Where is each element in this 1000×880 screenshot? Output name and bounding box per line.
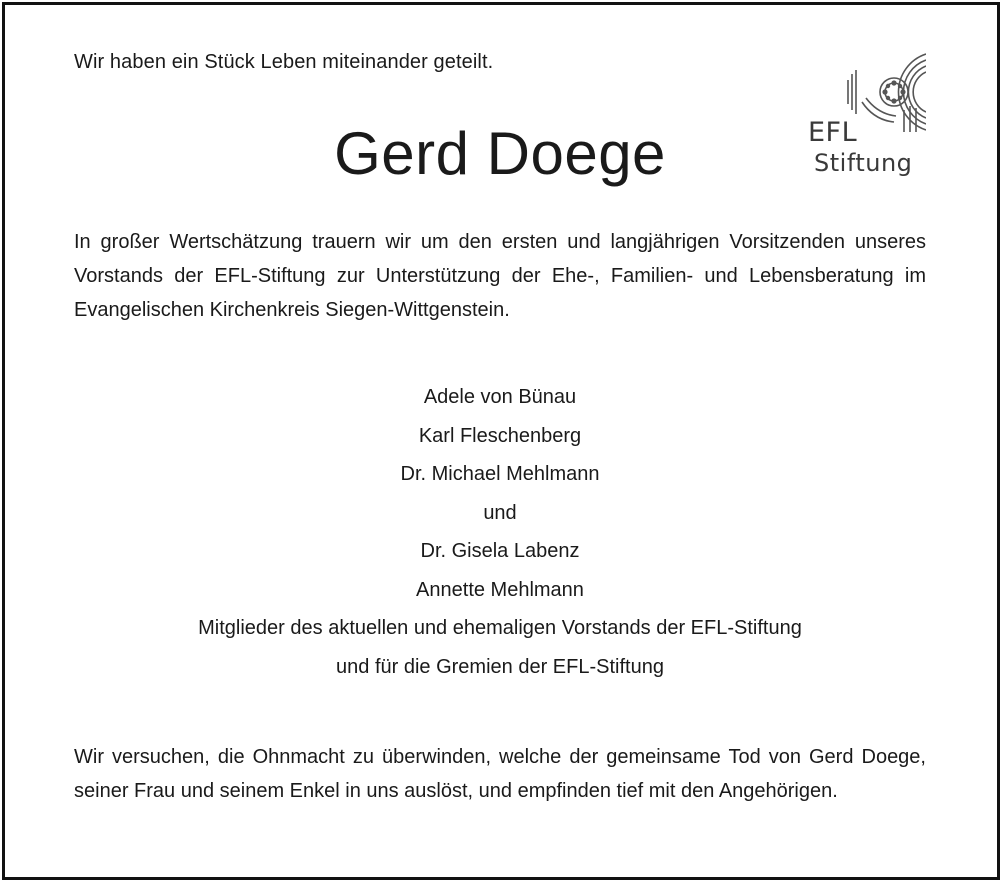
signer-line: und (483, 501, 517, 524)
logo-efl-text: EFL (808, 117, 858, 148)
closing-paragraph: Wir versuchen, die Ohnmacht zu überwinden, welche der gemeinsame Tod von Gerd Doege, seiner Frau und seinem Enkel in uns auslöst, und empfinden tief mit den Angehörigen. (74, 746, 926, 802)
signer-line: Annette Mehlmann (416, 578, 584, 601)
signer-line: Karl Fleschenberg (418, 424, 582, 447)
signer-line: Mitglieder des aktuellen und ehemaligen Vorstands der EFL-Stiftung (198, 617, 802, 639)
efl-stiftung-logo (808, 50, 932, 182)
intro-paragraph: In großer Wertschätzung trauern wir um den ersten und langjährigen Vorsitzenden unseres Vorstands der EFL-Stiftung zur Unterstützung der Ehe-, Familien- und Lebensberatung im Evangelischen Kirchenkreis Siegen-Wittgenstein. (74, 231, 926, 321)
logo-stiftung-text: Stiftung (814, 149, 913, 177)
signer-line: und für die Gremien der EFL-Stiftung (336, 655, 664, 678)
signer-list (0, 378, 1000, 686)
signer-line: Adele von Bünau (423, 386, 577, 408)
signer-line: Dr. Gisela Labenz (420, 540, 580, 562)
deceased-name: Gerd Doege (334, 120, 666, 187)
motto-text: Wir haben ein Stück Leben miteinander geteilt. (74, 51, 494, 73)
signer-line: Dr. Michael Mehlmann (400, 463, 600, 485)
